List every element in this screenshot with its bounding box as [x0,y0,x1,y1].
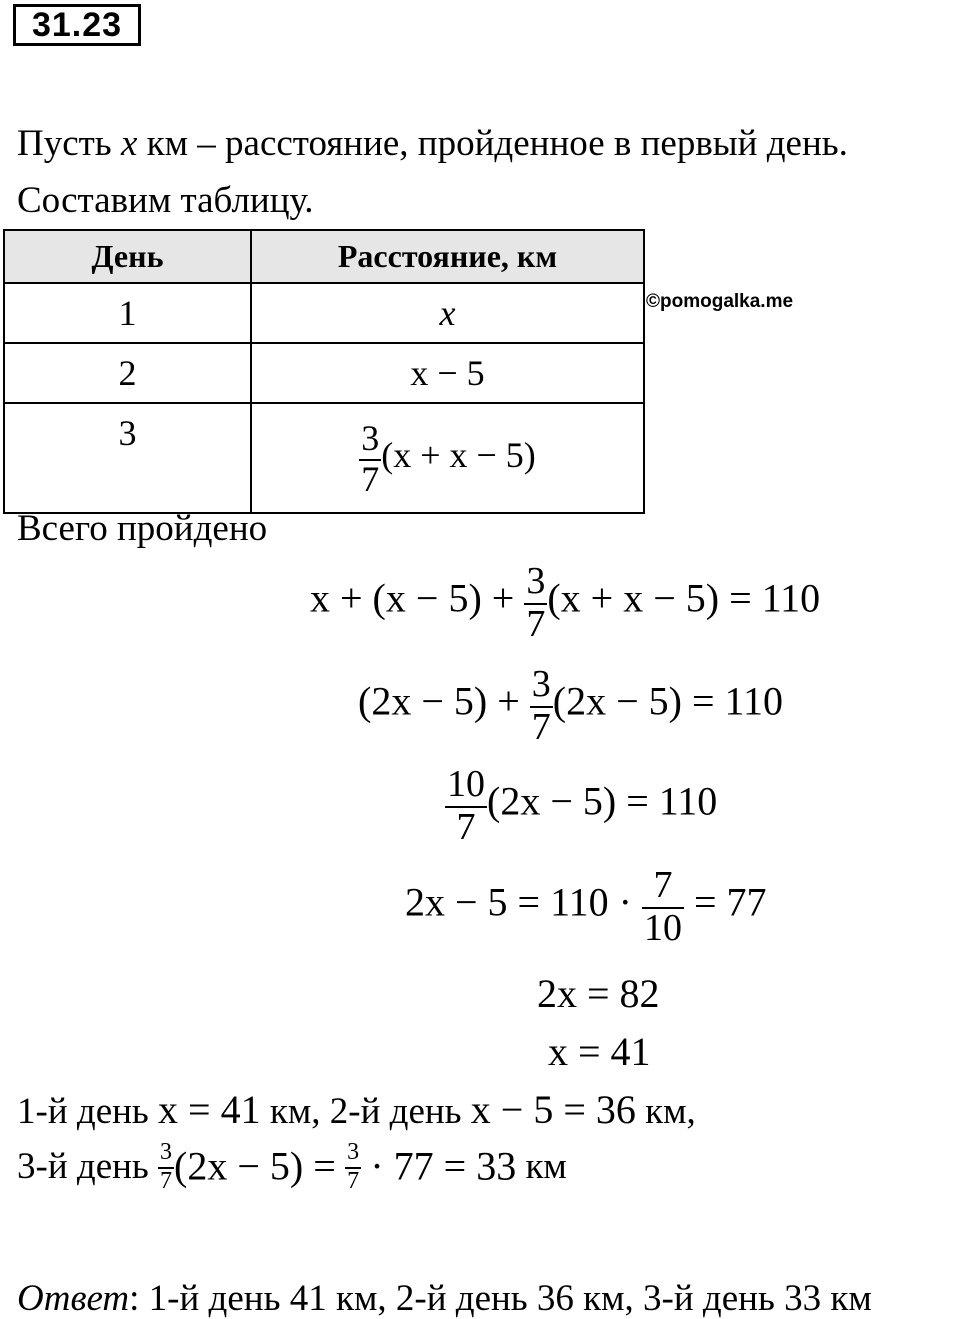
header-distance: Расстояние, км [251,230,644,283]
answer-label: Ответ [17,1278,130,1319]
cell-day: 3 [4,403,251,513]
cell-day: 1 [4,283,251,343]
equation-3: $\frac{10}{7}$ (2x − 5) = 110 [447,763,718,848]
cell-distance: x [251,283,644,343]
watermark: ©pomogalka.me [646,291,794,312]
cell-distance: x − 5 [251,343,644,403]
equation-2: (2x − 5) + $\frac{3}{7}$ (2x − 5) = 110 [358,663,784,748]
fraction: $\frac{3}{7}$ [531,663,551,748]
cell-distance: $\frac{3}{7}$ (x + x − 5) [251,403,644,513]
cell-day: 2 [4,343,251,403]
answer-line [17,1280,872,1317]
intro-line-2: Составим таблицу. [17,180,314,221]
equation-6: x = 41 [548,1029,651,1074]
equation-1: x + (x − 5) + $\frac{3}{7}$ (x + x − 5) = 110 [310,560,821,645]
table-row [4,343,644,403]
fraction: $\frac{3}{7}$ [347,1139,360,1194]
intro-text-a: Пусть [17,123,112,164]
fraction: $\frac{3}{7}$ [361,417,380,499]
intro-variable: x [120,123,138,164]
header-day: День [4,230,251,283]
result-line-1: 1-й день x = 41 км, 2-й день x − 5 = 36 км, [17,1087,696,1132]
equation-4: 2x − 5 = 110 · $\frac{7}{10}$ = 77 [405,864,767,949]
fraction: $\frac{3}{7}$ [160,1139,173,1194]
intro-line-1 [17,125,848,162]
fraction: $\frac{10}{7}$ [447,763,485,848]
fraction: $\frac{7}{10}$ [643,864,682,949]
table-row [4,283,644,343]
distance-table [3,229,645,514]
answer-text: : 1-й день 41 км, 2-й день 36 км, 3-й день 33 км [129,1278,872,1319]
table-header-row [4,230,644,283]
equation-5: 2x = 82 [537,971,660,1016]
table-row [4,403,644,513]
total-label: Всего пройдено [17,508,268,549]
result-line-2: 3-й день $\frac{3}{7}$ (2x − 5) = $\frac{3}{7}$ · 77 = 33 км [17,1139,567,1194]
intro-text-b: км – расстояние, пройденное в первый день. [146,123,848,164]
fraction: $\frac{3}{7}$ [526,560,546,645]
problem-number: 31.23 [13,4,141,46]
